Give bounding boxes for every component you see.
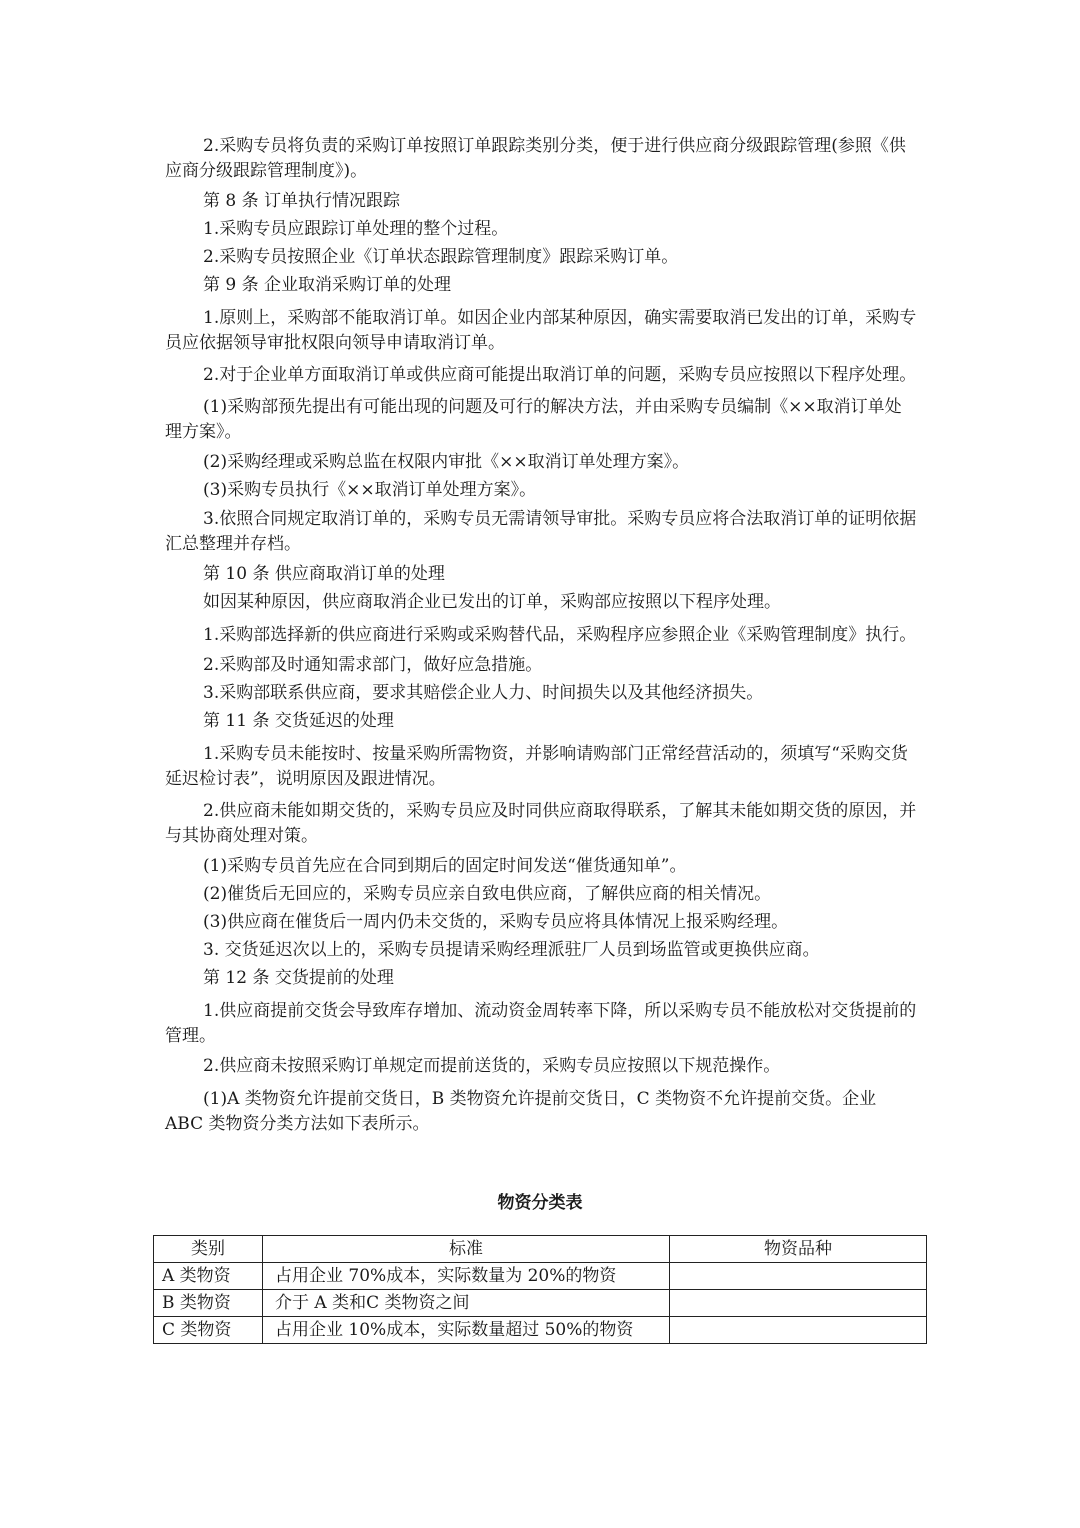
- paragraph: 2.对于企业单方面取消订单或供应商可能提出取消订单的问题，采购专员应按照以下程序处理。: [203, 365, 917, 385]
- paragraph: 2.供应商未按照采购订单规定而提前送货的，采购专员应按照以下规范操作。: [203, 1056, 781, 1076]
- paragraph: 1.采购专员应跟踪订单处理的整个过程。: [203, 219, 509, 239]
- table-cell: [670, 1263, 927, 1290]
- classification-table: [153, 1235, 927, 1344]
- table-header-cell: 类别: [154, 1236, 263, 1263]
- table-row: [154, 1290, 927, 1317]
- paragraph: 2.采购专员将负责的采购订单按照订单跟踪类别分类，便于进行供应商分级跟踪管理(参照《供应商分级跟踪管理制度》)。: [165, 136, 906, 181]
- table-header-cell: 标准: [263, 1236, 670, 1263]
- paragraph: 1.原则上，采购部不能取消订单。如因企业内部某种原因，确实需要取消已发出的订单，采购专员应依据领导审批权限向领导申请取消订单。: [165, 308, 917, 353]
- article-heading: 第 10 条 供应商取消订单的处理: [203, 564, 445, 584]
- table-header-cell: 物资品种: [670, 1236, 927, 1263]
- article-heading: 第 8 条 订单执行情况跟踪: [203, 191, 401, 211]
- paragraph: 3. 交货延迟次以上的，采购专员提请采购经理派驻厂人员到场监管或更换供应商。: [203, 940, 820, 960]
- table-cell: [670, 1290, 927, 1317]
- paragraph: 2.供应商未能如期交货的，采购专员应及时同供应商取得联系，了解其未能如期交货的原因，并与其协商处理对策。: [165, 801, 917, 846]
- paragraph: 3.采购部联系供应商，要求其赔偿企业人力、时间损失以及其他经济损失。: [203, 683, 764, 703]
- table-cell: C 类物资: [154, 1317, 263, 1344]
- body-text: [165, 134, 917, 1137]
- table-row: [154, 1317, 927, 1344]
- paragraph: (3)采购专员执行《××取消订单处理方案》。: [203, 480, 537, 500]
- table-row: [154, 1263, 927, 1290]
- paragraph: (2)催货后无回应的，采购专员应亲自致电供应商，了解供应商的相关情况。: [203, 884, 772, 904]
- table-cell: [670, 1317, 927, 1344]
- table-cell: B 类物资: [154, 1290, 263, 1317]
- paragraph: (3)供应商在催货后一周内仍未交货的，采购专员应将具体情况上报采购经理。: [203, 912, 789, 932]
- paragraph: (1)采购部预先提出有可能出现的问题及可行的解决方法，并由采购专员编制《××取消订单处理方案》。: [165, 397, 902, 442]
- table-header-row: [154, 1236, 927, 1263]
- paragraph: (2)采购经理或采购总监在权限内审批《××取消订单处理方案》。: [203, 452, 690, 472]
- paragraph: 2.采购专员按照企业《订单状态跟踪管理制度》跟踪采购订单。: [203, 247, 679, 267]
- article-heading: 第 12 条 交货提前的处理: [203, 968, 394, 988]
- article-heading: 第 11 条 交货延迟的处理: [203, 711, 394, 731]
- paragraph: 1.供应商提前交货会导致库存增加、流动资金周转率下降，所以采购专员不能放松对交货提前的管理。: [165, 1001, 917, 1046]
- paragraph: 1.采购部选择新的供应商进行采购或采购替代品，采购程序应参照企业《采购管理制度》执行。: [203, 625, 917, 645]
- paragraph: 2.采购部及时通知需求部门，做好应急措施。: [203, 655, 543, 675]
- paragraph: (1)采购专员首先应在合同到期后的固定时间发送“催货通知单”。: [203, 856, 687, 876]
- table-cell: A 类物资: [154, 1263, 263, 1290]
- table-cell: 占用企业 70%成本，实际数量为 20%的物资: [263, 1263, 670, 1290]
- paragraph: 如因某种原因，供应商取消企业已发出的订单，采购部应按照以下程序处理。: [203, 592, 781, 612]
- paragraph: 1.采购专员未能按时、按量采购所需物资，并影响请购部门正常经营活动的，须填写“采购交货延迟检讨表”，说明原因及跟进情况。: [165, 744, 908, 789]
- paragraph: (1)A 类物资允许提前交货日，B 类物资允许提前交货日，C 类物资不允许提前交货。企业 ABC 类物资分类方法如下表所示。: [165, 1089, 877, 1134]
- table-cell: 介于 A 类和C 类物资之间: [263, 1290, 670, 1317]
- table-title: 物资分类表: [497, 1193, 583, 1213]
- table-cell: 占用企业 10%成本，实际数量超过 50%的物资: [263, 1317, 670, 1344]
- paragraph: 3.依照合同规定取消订单的，采购专员无需请领导审批。采购专员应将合法取消订单的证明依据汇总整理并存档。: [165, 509, 917, 554]
- article-heading: 第 9 条 企业取消采购订单的处理: [203, 275, 452, 295]
